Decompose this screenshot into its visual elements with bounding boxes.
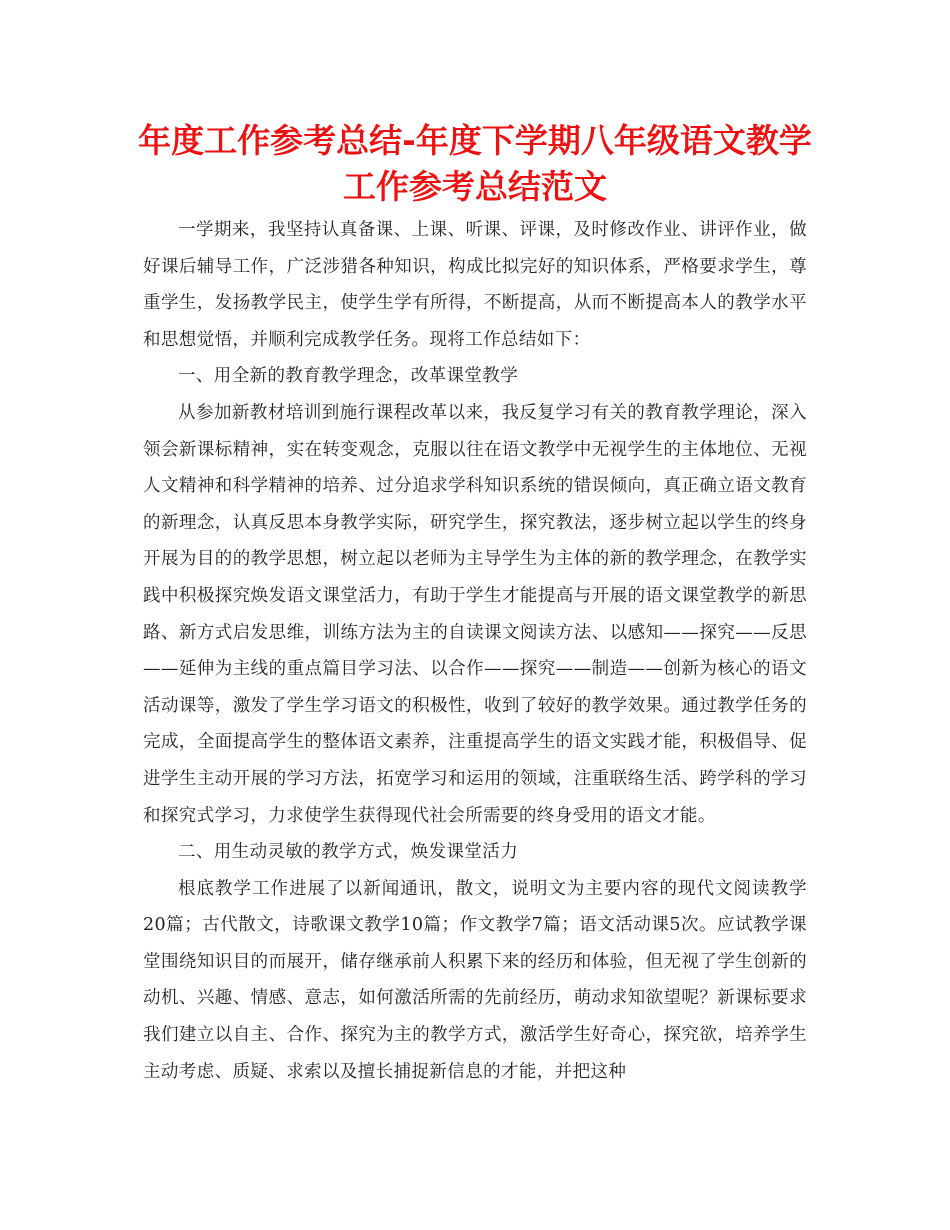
section-heading-1: 一、用全新的教育教学理念，改革课堂教学	[178, 366, 519, 387]
document-body	[143, 212, 807, 1090]
paragraph-intro: 一学期来，我坚持认真备课、上课、听课、评课，及时修改作业、讲评作业，做好课后辅导工作，广泛涉猎各种知识，构成比拟完好的知识体系，严格要求学生，尊重学生，发扬教学民主，使学生学有所得，不断提高，从而不断提高本人的教学水平和思想觉悟，并顺利完成教学任务。现将工作总结如下：	[143, 220, 807, 350]
document-title: 年度工作参考总结-年度下学期八年级语文教学工作参考总结范文	[138, 121, 812, 206]
paragraph-section-1: 从参加新教材培训到施行课程改革以来，我反复学习有关的教育教学理论，深入领会新课标精神，实在转变观念，克服以往在语文教学中无视学生的主体地位、无视人文精神和科学精神的培养、过分追求学科知识系统的错误倾向，真正确立语文教育的新理念，认真反思本身教学实际，研究学生，探究教法，逐步树立起以学生的终身开展为目的的教学思想，树立起以老师为主导学生为主体的新的教学理念，在教学实践中积极探究焕发语文课堂活力，有助于学生才能提高与开展的语文课堂教学的新思路、新方式启发思维，训练方法为主的自读课文阅读方法、以感知——探究——反思——延伸为主线的重点篇目学习法、以合作——探究——制造——创新为核心的语文活动课等，激发了学生学习语文的积极性，收到了较好的教学效果。通过教学任务的完成，全面提高学生的整体语文素养，注重提高学生的语文实践才能，积极倡导、促进学生主动开展的学习方法，拓宽学习和运用的领域，注重联络生活、跨学科的学习和探究式学习，力求使学生获得现代社会所需要的终身受用的语文才能。	[143, 402, 807, 826]
paragraph-section-2: 根底教学工作进展了以新闻通讯，散文，说明文为主要内容的现代文阅读教学20篇；古代散文，诗歌课文教学10篇；作文教学7篇；语文活动课5次。应试教学课堂围绕知识目的而展开，储存继承前人积累下来的经历和体验，但无视了学生创新的动机、兴趣、情感、意志，如何激活所需的先前经历，萌动求知欲望呢？新课标要求我们建立以自主、合作、探究为主的教学方式，激活学生好奇心，探究欲，培养学生主动考虑、质疑、求索以及擅长捕捉新信息的才能，并把这种	[143, 878, 807, 1082]
section-heading-2: 二、用生动灵敏的教学方式，焕发课堂活力	[178, 842, 519, 863]
